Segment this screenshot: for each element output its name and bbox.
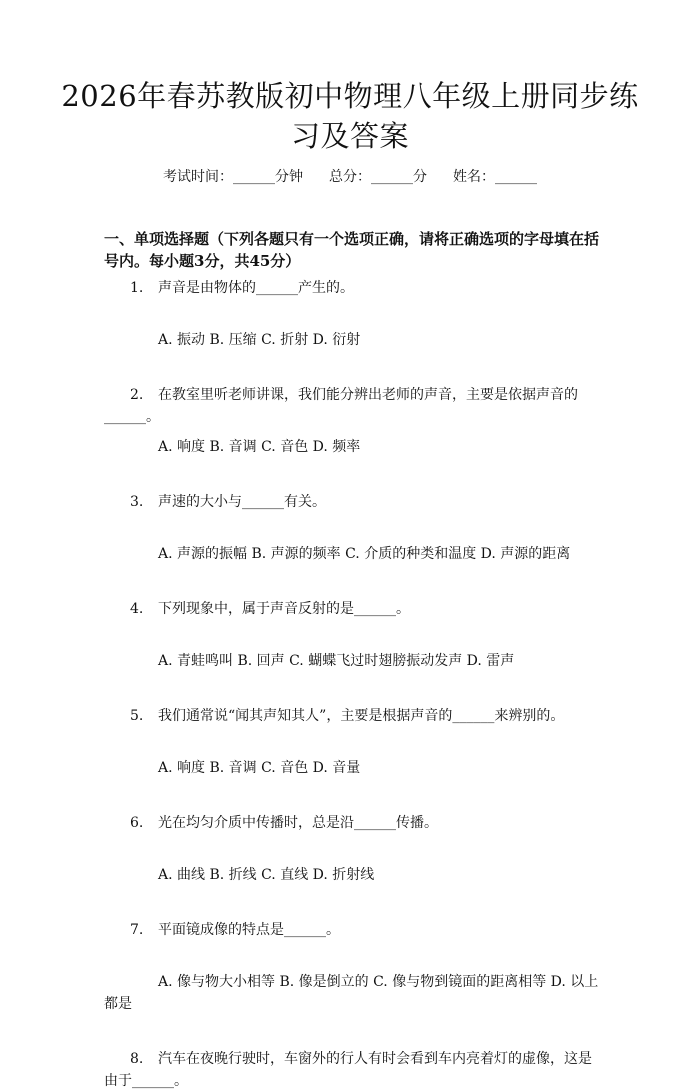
question-number: 5.: [130, 708, 144, 724]
section-title: 一、单项选择题（下列各题只有一个选项正确，请将正确选项的字母填在括号内。每小题3分，共45分）: [104, 230, 600, 270]
total-score-label: 总分：______分: [329, 169, 427, 185]
question-item: [104, 1048, 600, 1092]
question-text: 在教室里听老师讲课，我们能分辨出老师的声音，主要是依据声音的______。: [104, 387, 578, 425]
question-item: [104, 384, 600, 491]
question-item: [104, 919, 600, 1048]
question-item: [104, 598, 600, 705]
exam-time-label: 考试时间：______分钟: [163, 169, 303, 185]
question-number: 7.: [130, 922, 144, 938]
question-text: 光在均匀介质中传播时，总是沿______传播。: [158, 815, 438, 831]
question-number: 3.: [130, 494, 144, 510]
question-number: 8.: [130, 1051, 144, 1067]
question-list: [104, 277, 600, 1092]
question-options: A. 振动 B. 压缩 C. 折射 D. 衍射: [158, 332, 361, 348]
question-text: 平面镜成像的特点是______。: [158, 922, 340, 938]
question-options: A. 声源的振幅 B. 声源的频率 C. 介质的种类和温度 D. 声源的距离: [158, 546, 571, 562]
name-label: 姓名：______: [453, 169, 537, 185]
question-item: [104, 705, 600, 812]
question-text: 声音是由物体的______产生的。: [158, 280, 354, 296]
question-number: 2.: [130, 387, 144, 403]
question-text: 我们通常说“闻其声知其人”，主要是根据声音的______来辨别的。: [158, 708, 565, 724]
question-text: 声速的大小与______有关。: [158, 494, 326, 510]
exam-meta: [0, 166, 700, 188]
question-item: [104, 812, 600, 919]
question-options: A. 曲线 B. 折线 C. 直线 D. 折射线: [158, 867, 375, 883]
page-title: 2026年春苏教版初中物理八年级上册同步练习及答案: [61, 79, 639, 153]
question-text: 下列现象中，属于声音反射的是______。: [158, 601, 410, 617]
question-number: 6.: [130, 815, 144, 831]
question-options: A. 响度 B. 音调 C. 音色 D. 频率: [158, 439, 361, 455]
question-item: [104, 491, 600, 598]
question-text: 汽车在夜晚行驶时，车窗外的行人有时会看到车内亮着灯的虚像，这是由于______。: [104, 1051, 592, 1089]
question-item: [104, 277, 600, 384]
question-number: 1.: [130, 280, 144, 296]
question-options: A. 响度 B. 音调 C. 音色 D. 音量: [158, 760, 361, 776]
question-options: A. 青蛙鸣叫 B. 回声 C. 蝴蝶飞过时翅膀振动发声 D. 雷声: [158, 653, 515, 669]
question-options: A. 像与物大小相等 B. 像是倒立的 C. 像与物到镜面的距离相等 D. 以上都是: [104, 974, 599, 1012]
question-number: 4.: [130, 601, 144, 617]
